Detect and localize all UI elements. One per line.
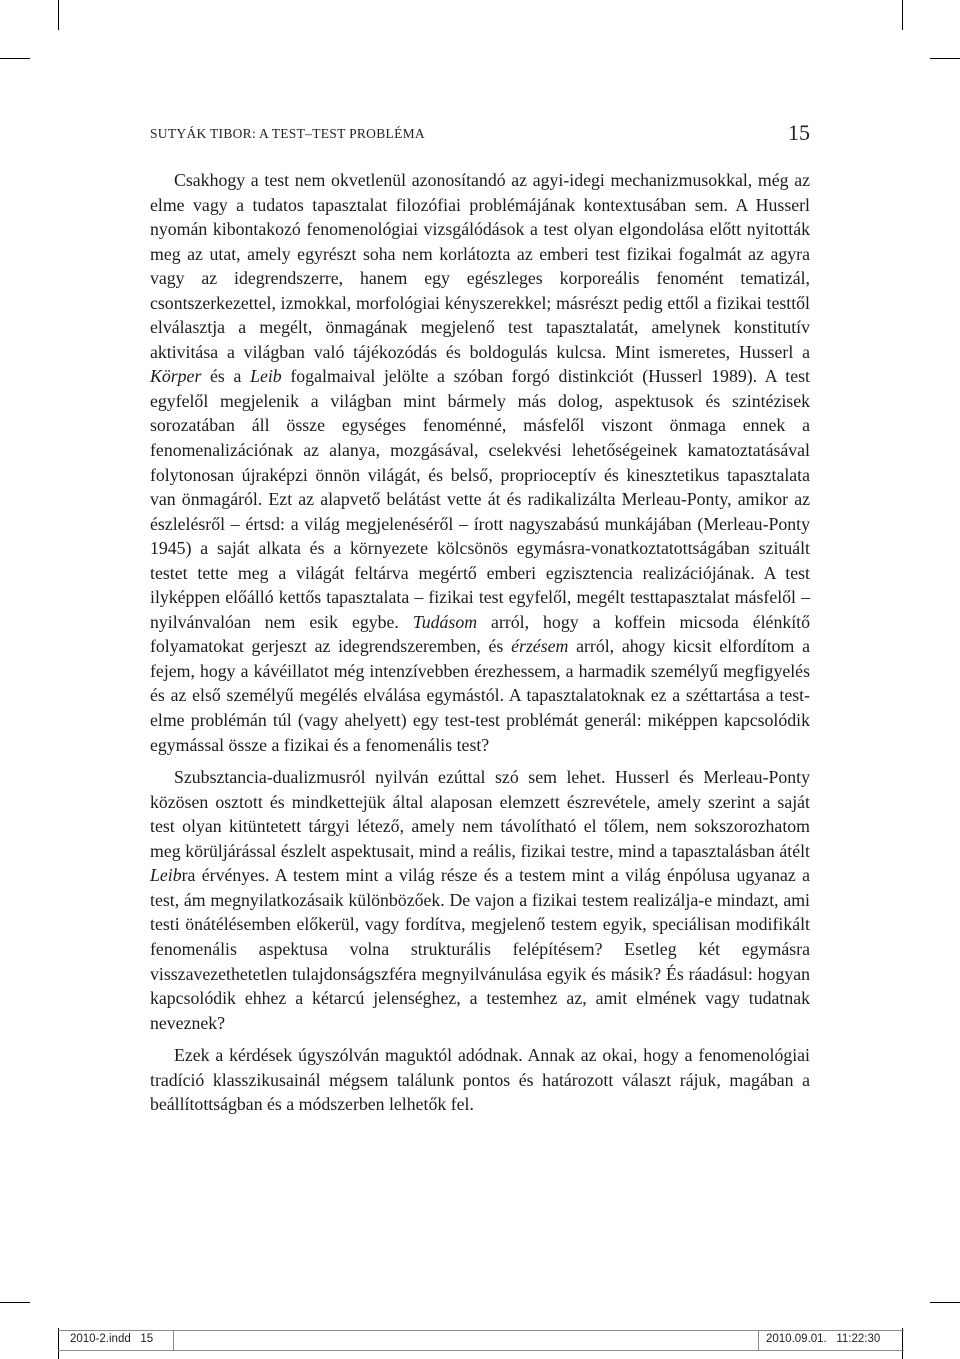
p2-text-1: Szubsztancia-dualizmusról nyilván ezúttal szó sem lehet. Husserl és Merleau-Ponty közösen osztott és mindkettejük által alaposan elemzett észrevétele, amely szerint a saját test olyan kitüntetett tárgyi létező, amely nem távolítható el tőlem, nem sokszorozhatom meg körüljárással észlelt aspektusait, mind a reális, fizikai testre, mind a tapasztalásban átélt [150,767,810,861]
crop-mark-top-left [58,0,59,30]
slug-separator-right [758,1331,759,1350]
crop-mark-bottom-right [930,1302,960,1303]
running-head: SUTYÁK TIBOR: A TEST–TEST PROBLÉMA [150,126,425,141]
term-korper: Körper [150,366,202,387]
slug-datetime: 2010.09.01. 11:22:30 [766,1333,881,1345]
paragraph-2 [150,765,810,1035]
p3-text-1: Ezek a kérdések úgyszólván maguktól adódnak. Annak az okai, hogy a fenomenológiai tradíció klasszikusainál mégsem találunk pontos és határozott választ rájuk, magában a beállítottságban és a módszerben lelhetők fel. [150,1045,810,1115]
p1-text-3: fogalmaival jelölte a szóban forgó distinkciót (Husserl 1989). A test egyfelől megjelenik a világban mint bármely más dolog, aspektusok és szintézisek sorozatában áll össze egységes fenoménné, másfelől viszont önmaga ennek a fenomenalizációnak az alanya, mozgásával, cselekvési lehetőségeinek kamatoztatásával folytonosan újraképzi önnön világát, és belső, proprioceptív és kinesztetikus tapasztalata van önmagáról. Ezt az alapvető belátást vette át és radikalizálta Merleau-Ponty, amikor az észlelésről – értsd: a világ megjelenéséről – írott nagyszabású munkájában (Merleau-Ponty 1945) a saját alkata és a környezete kölcsönös egymásra-vonatkoztatottságában szituált testet tette meg a világát feltárva megértő emberi egzisztencia realizációjának. A test ilyképpen előálló kettős tapasztalata – fizikai test egyfelől, megélt testtapasztalat másfelől – nyilvánvalóan nem esik egybe. [150,366,810,632]
p1-text-1: Csakhogy a test nem okvetlenül azonosítandó az agyi-idegi mechanizmusokkal, még az elme vagy a tudatos tapasztalat filozófiai problémájának kontextusában sem. A Husserl nyomán kibontakozó fenomenológiai vizsgálódások a test olyan elgondolása előtt nyitották meg az utat, amely egyrészt soha nem korlátozta az emberi test fizikai fogalmát az agyra vagy az idegrendszerre, hanem egy egészleges korporeális fenomént tematizál, csontszerkezettel, izmokkal, morfológiai kényszerekkel; másrészt pedig ettől a fizikai testtől elválasztja a megélt, önmagának megjelenő test tapasztalatát, amelynek konstitutív aktivitása a világban való tájékozódás és boldogulás kulcsa. Mint ismeretes, Husserl a [150,170,810,362]
paragraph-1 [150,168,810,757]
crop-mark-top-left-h [0,58,30,59]
crop-mark-bottom-left [0,1302,30,1303]
slug-separator-left [173,1331,174,1350]
p2-text-2: ra érvényes. A testem mint a világ része és a testem mint a világ énpólusa ugyanaz a test, ám megnyilatkozásaik különbözőek. De vajon a fizikai testem realizálja-e mindazt, ami testi önátélésemben előkerül, vagy fordítva, megjelenő testem egyik, speciálisan modifikált fenomenális aspektusa volna strukturális felépítésem? Esetleg két egymásra visszavezethetetlen tulajdonságszféra megnyilvánulása egyik és másik? És ráadásul: hogyan kapcsolódik ehhez a kétarcú jelenséghez, a testemhez az, amit elmének vagy tudatnak neveznek? [150,865,810,1033]
p1-text-2: és a [201,366,251,387]
paragraph-3 [150,1043,810,1117]
term-leib-2: Leib [150,865,182,886]
term-leib: Leib [250,366,282,387]
crop-mark-top-right-h [930,58,960,59]
p1-text-5: arról, ahogy kicsit elfordítom a fejem, hogy a kávéillatot még intenzívebben érezhessem, a harmadik személyű megfigyelés és az első személyű megélés elválása egymástól. A tapasztalatoknak ez a széttartása a test-elme problémán túl (vagy ahelyett) egy test-test problémát generál: miképpen kapcsolódik egymással össze a fizikai és a fenomenális test? [150,636,810,755]
term-erzesem: érzésem [511,636,569,657]
crop-mark-top-right [902,0,903,30]
p1-text-4: arról, hogy a koffein micsoda élénkítő folyamatokat gerjeszt az idegrendszeremben, és [150,611,810,657]
page-number: 15 [788,120,810,145]
article-body [150,168,810,1117]
term-tudasom: Tudásom [412,611,478,632]
slug-filename: 2010-2.indd 15 [70,1333,154,1345]
